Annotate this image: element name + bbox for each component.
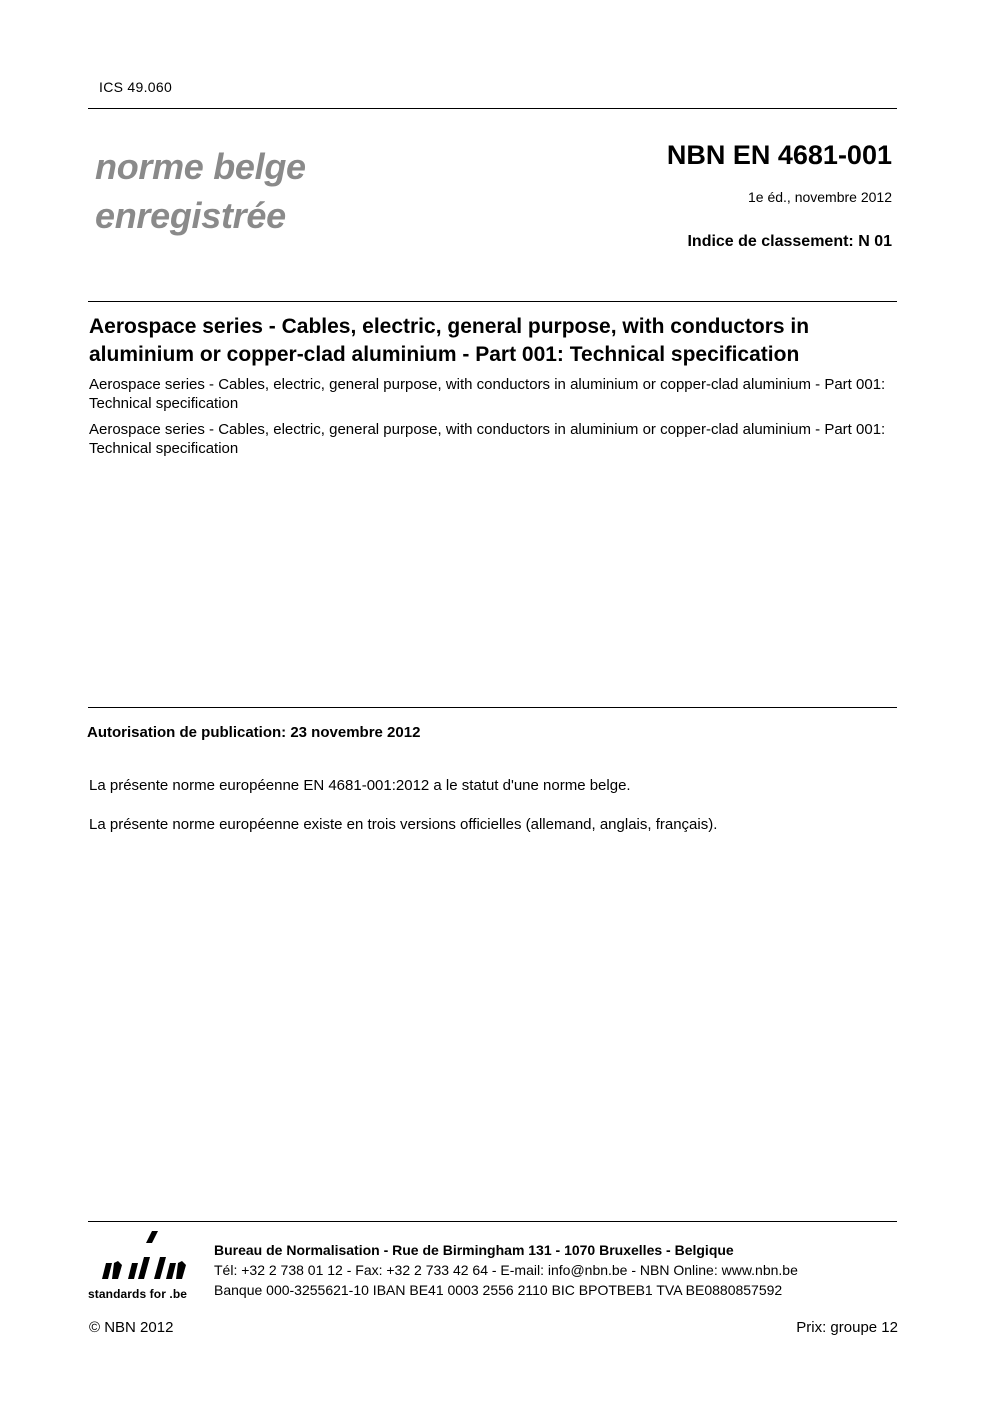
footer-phone-email: Tél: +32 2 738 01 12 - Fax: +32 2 733 42 64 - E-mail: info@nbn.be - NBN Online: www.nbn.be <box>214 1262 798 1278</box>
footer-address: Bureau de Normalisation - Rue de Birmingham 131 - 1070 Bruxelles - Belgique <box>214 1242 734 1258</box>
footer-banking: Banque 000-3255621-10 IBAN BE41 0003 2556 2110 BIC BPOTBEB1 TVA BE0880857592 <box>214 1282 783 1298</box>
versions-paragraph: La présente norme européenne existe en trois versions officielles (allemand, anglais, français). <box>89 816 718 833</box>
brand-title <box>95 142 306 240</box>
status-paragraph: La présente norme européenne EN 4681-001:2012 a le statut d'une norme belge. <box>89 777 631 794</box>
edition-date: 1e éd., novembre 2012 <box>748 189 892 205</box>
footer-contact <box>214 1240 798 1300</box>
header-divider <box>88 108 897 109</box>
body-divider <box>88 707 897 708</box>
alt-title-2: Aerospace series - Cables, electric, general purpose, with conductors in aluminium or copper-clad aluminium - Part 001: Technical specification <box>89 421 886 457</box>
standard-number: NBN EN 4681-001 <box>666 140 892 170</box>
classification-index: Indice de classement: N 01 <box>687 233 892 250</box>
title-divider <box>88 301 897 302</box>
copyright: © NBN 2012 <box>89 1319 174 1336</box>
alt-title-1: Aerospace series - Cables, electric, general purpose, with conductors in aluminium or copper-clad aluminium - Part 001: Technical specification <box>89 376 886 412</box>
brand-line-1: norme belge <box>95 146 306 187</box>
logo-tagline: standards for .be <box>88 1287 188 1301</box>
main-title: Aerospace series - Cables, electric, general purpose, with conductors in aluminium or copper-clad aluminium - Part 001: Technical specification <box>89 315 810 366</box>
price-group: Prix: groupe 12 <box>796 1319 898 1336</box>
footer-divider <box>88 1221 897 1222</box>
publication-authorization: Autorisation de publication: 23 novembre 2012 <box>87 724 421 741</box>
ics-code: ICS 49.060 <box>99 79 173 95</box>
brand-line-2: enregistrée <box>95 195 286 236</box>
